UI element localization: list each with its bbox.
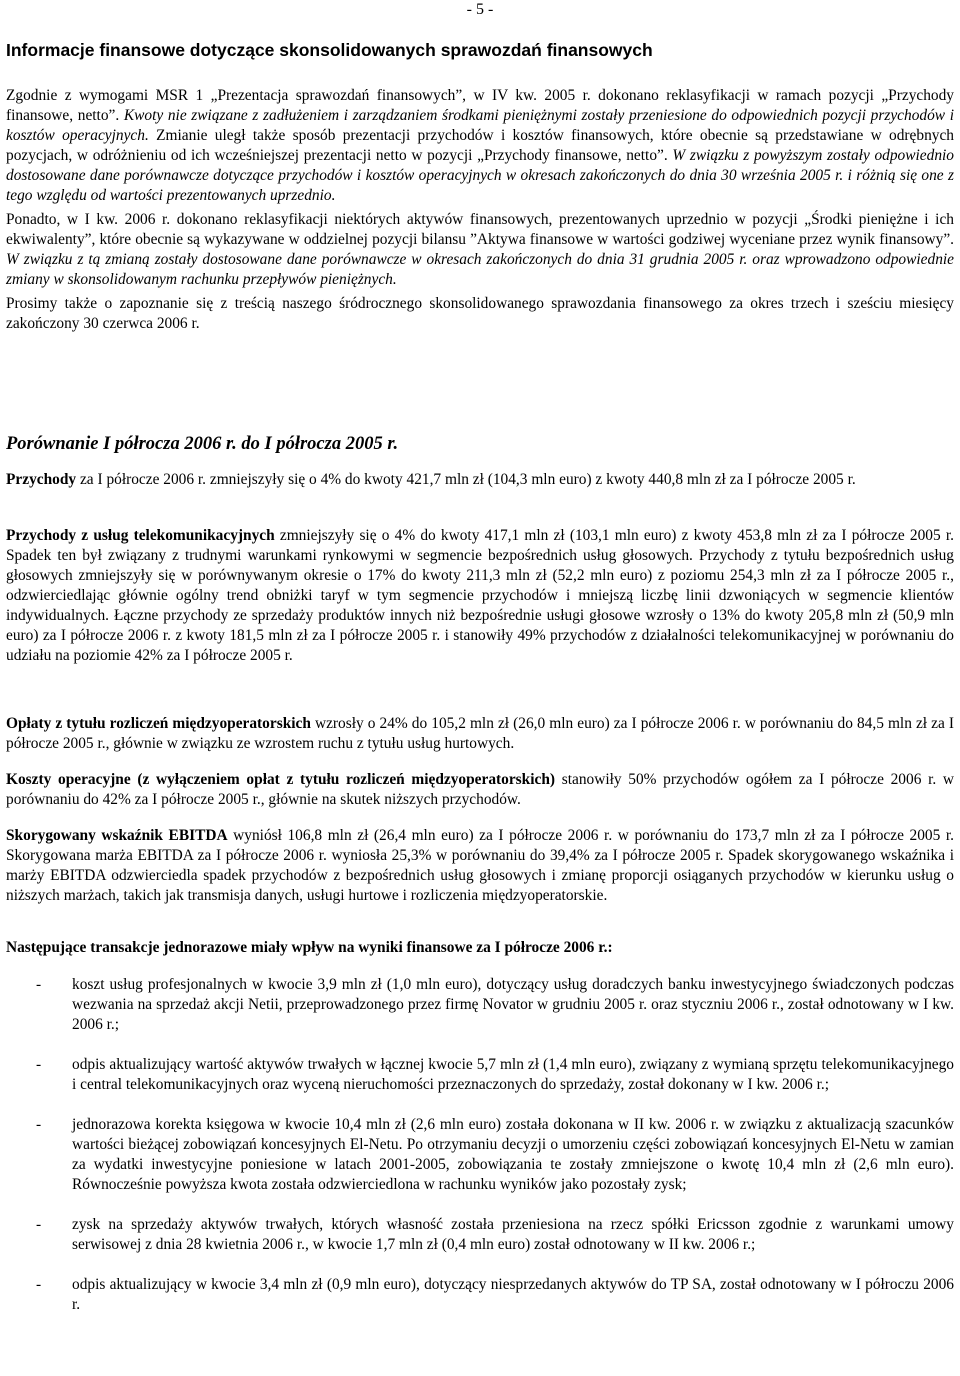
intro-paragraph-3: Prosimy także o zapoznanie się z treścią naszego śródrocznego skonsolidowanego sprawozdania finansowego za okres trzech i sześciu miesięcy zakończony 30 czerwca 2006 r. xyxy=(6,295,954,332)
interconnect-paragraph xyxy=(6,714,954,754)
interconnect-label: Opłaty z tytułu rozliczeń międzyoperatorskich xyxy=(6,715,311,732)
intro-text-1c: Zmianie uległ także sposób prezentacji przychodów i kosztów finansowych, które obecnie są przedstawiane w odrębnych pozycjach, w odróżnieniu od ich wcześniejszej prezentacji netto w pozycji „Przychody finansowe, netto”. xyxy=(6,127,954,164)
telecom-revenue-paragraph xyxy=(6,526,954,666)
section-heading: Porównanie I półrocza 2006 r. do I półrocza 2005 r. xyxy=(6,434,399,454)
bullet-marker: - xyxy=(36,976,42,993)
intro-text-1b: Kwoty nie związane z zadłużeniem i zarządzaniem środkami pieniężnymi zostały przeniesione do odpowiednich pozycji przychodów i kosztów operacyjnych. xyxy=(6,107,954,144)
list-item-text: jednorazowa korekta księgowa w kwocie 10,4 mln zł (2,6 mln euro) została dokonana w II kw. 2006 r. w związku z aktualizacją szacunków wartości bieżącej zobowiązań koncesyjnych El-Netu. Po otrzymaniu decyzji o umorzeniu części zobowiązań koncesyjnych El-Netu w zamian za wydatki inwestycyjne poniesione w latach 2001-2005, zobowiązania te zostały zmniejszone o kwotę 10,4 mln zł (2,6 mln euro). Równocześnie powyższa kwota została odzwierciedlona w rachunku wyników jako pozostały zysk; xyxy=(72,1116,954,1193)
opex-text: stanowiły 50% przychodów ogółem za I półrocze 2006 r. w porównaniu do 42% za I półrocze 2005 r., głównie na skutek niższych przychodów. xyxy=(6,771,955,808)
revenue-text: za I półrocze 2006 r. zmniejszyły się o 4% do kwoty 421,7 mln zł (104,3 mln euro) z kwoty 440,8 mln zł za I półrocze 2005 r. xyxy=(76,471,856,488)
telecom-revenue-text: zmniejszyły się o 4% do kwoty 417,1 mln zł (103,1 mln euro) z kwoty 453,8 mln zł za I półrocze 2005 r. Spadek ten był związany z trudnymi warunkami rynkowymi w segmencie bezpośrednich usług głosowych. Przychody z tytułu bezpośrednich usług głosowych zmniejszyły się w porównywanym okresie o 17% do kwoty 211,3 mln zł (52,2 mln euro) z poziomu 254,3 mln zł za I półrocze 2005 r., odzwierciedlając głównie ogólny trend obniżki taryf w tym segmencie przychodów i mniejszą liczbę linii dzwoniących w segmencie klientów indywidualnych. Łączne przychody ze sprzedaży produktów innych niż bezpośrednie usługi głosowe wzrosły o 13% do kwoty 205,8 mln zł (50,9 mln euro) za I półrocze 2006 r. z kwoty 181,5 mln zł za I półrocze 2005 r. i stanowiły 49% przychodów z działalności telekomunikacyjnej w porównaniu do udziału na poziomie 42% za I półrocze 2005 r. xyxy=(6,527,955,664)
list-item-text: zysk na sprzedaży aktywów trwałych, których własność została przeniesiona na rzecz spółki Ericsson zgodnie z warunkami umowy serwisowej z dnia 28 kwietnia 2006 r., w kwocie 1,7 mln zł (0,4 mln euro) został odnotowany w II kw. 2006 r.; xyxy=(72,1216,954,1253)
bullet-marker: - xyxy=(36,1276,42,1293)
ebitda-paragraph xyxy=(6,826,954,906)
intro-paragraph-1 xyxy=(6,86,954,206)
list-item-text: koszt usług profesjonalnych w kwocie 3,9 mln zł (1,0 mln euro), dotyczący usług doradczych banku inwestycyjnego świadczonych podczas wezwania na sprzedaż akcji Netii, przeprowadzonego przez firmę Novator w grudniu 2005 r. oraz styczniu 2006 r., został odnotowany w I kw. 2006 r.; xyxy=(72,976,954,1033)
ebitda-label: Skorygowany wskaźnik EBITDA xyxy=(6,827,228,844)
intro-text-1a: Zgodnie z wymogami MSR 1 „Prezentacja sprawozdań finansowych”, w IV kw. 2005 r. dokonano reklasyfikacji w ramach pozycji „Przychody finansowe, netto”. xyxy=(6,87,954,124)
opex-paragraph xyxy=(6,770,954,810)
page-number: - 5 - xyxy=(466,1,494,18)
intro-text-2b: W związku z tą zmianą zostały dostosowane dane porównawcze w okresach zakończonych do dnia 31 grudnia 2005 r. oraz wprowadzono odpowiednie zmiany w skonsolidowanym rachunku przepływów pieniężnych. xyxy=(6,251,954,288)
opex-label: Koszty operacyjne (z wyłączeniem opłat z tytułu rozliczeń międzyoperatorskich) xyxy=(6,771,556,788)
interconnect-text: wzrosły o 24% do 105,2 mln zł (26,0 mln euro) za I półrocze 2006 r. w porównaniu do 84,5 mln zł za I półrocze 2005 r., głównie w związku ze wzrostem ruchu z tytułu usług hurtowych. xyxy=(6,715,954,752)
bullet-marker: - xyxy=(36,1056,42,1073)
one-off-heading: Następujące transakcje jednorazowe miały wpływ na wyniki finansowe za I półrocze 2006 r.: xyxy=(6,939,613,956)
bullet-marker: - xyxy=(36,1216,42,1233)
ebitda-text: wyniósł 106,8 mln zł (26,4 mln euro) za I półrocze 2006 r. w porównaniu do 173,7 mln zł za I półrocze 2005 r. Skorygowana marża EBITDA za I półrocze 2006 r. wyniosła 25,3% w porównaniu do 39,4% za I półrocze 2005 r. Spadek skorygowanego wskaźnika i marży EBITDA odzwierciedla spadek przychodów z bezpośrednich usług głosowych i zmianę proporcji osiąganych przychodów w kierunku usług o niższych marżach, takich jak transmisja danych, usługi hurtowe i rozliczenia międzyoperatorskie. xyxy=(6,827,954,904)
intro-text-1d: W związku z powyższym zostały odpowiednio dostosowane dane porównawcze dotyczące przychodów i kosztów operacyjnych w okresach zakończonych do dnia 30 września 2005 r. i różnią się one z tego względu od wartości prezentowanych uprzednio. xyxy=(6,147,954,204)
list-item xyxy=(6,975,954,1035)
list-item xyxy=(6,1115,954,1195)
intro-text-2a: Ponadto, w I kw. 2006 r. dokonano reklasyfikacji niektórych aktywów finansowych, prezentowanych uprzednio w pozycji „Środki pieniężne i ich ekwiwalenty”, które obecnie są wykazywane w oddzielnej pozycji bilansu ”Aktywa finansowe w wartości godziwej wyceniane przez wynik finansowy”. xyxy=(6,211,954,248)
list-item-text: odpis aktualizujący w kwocie 3,4 mln zł (0,9 mln euro), dotyczący niesprzedanych aktywów do TP SA, został odnotowany w I półroczu 2006 r. xyxy=(72,1276,954,1313)
revenue-label: Przychody xyxy=(6,471,77,488)
list-item xyxy=(6,1055,954,1095)
one-off-list xyxy=(6,975,954,1335)
intro-paragraph-2 xyxy=(6,210,954,290)
list-item xyxy=(6,1215,954,1255)
list-item-text: odpis aktualizujący wartość aktywów trwałych w łącznej kwocie 5,7 mln zł (1,4 mln euro), związany z wymianą sprzętu telekomunikacyjnego i central telekomunikacyjnych oraz wyceną nieruchomości przeznaczonych do sprzedaży, został dokonany w I kw. 2006 r.; xyxy=(72,1056,954,1093)
bullet-marker: - xyxy=(36,1116,42,1133)
list-item xyxy=(6,1275,954,1315)
telecom-revenue-label: Przychody z usług telekomunikacyjnych xyxy=(6,527,275,544)
document-title: Informacje finansowe dotyczące skonsolidowanych sprawozdań finansowych xyxy=(6,40,653,60)
intro-section xyxy=(6,86,954,334)
revenue-paragraph xyxy=(6,470,954,490)
